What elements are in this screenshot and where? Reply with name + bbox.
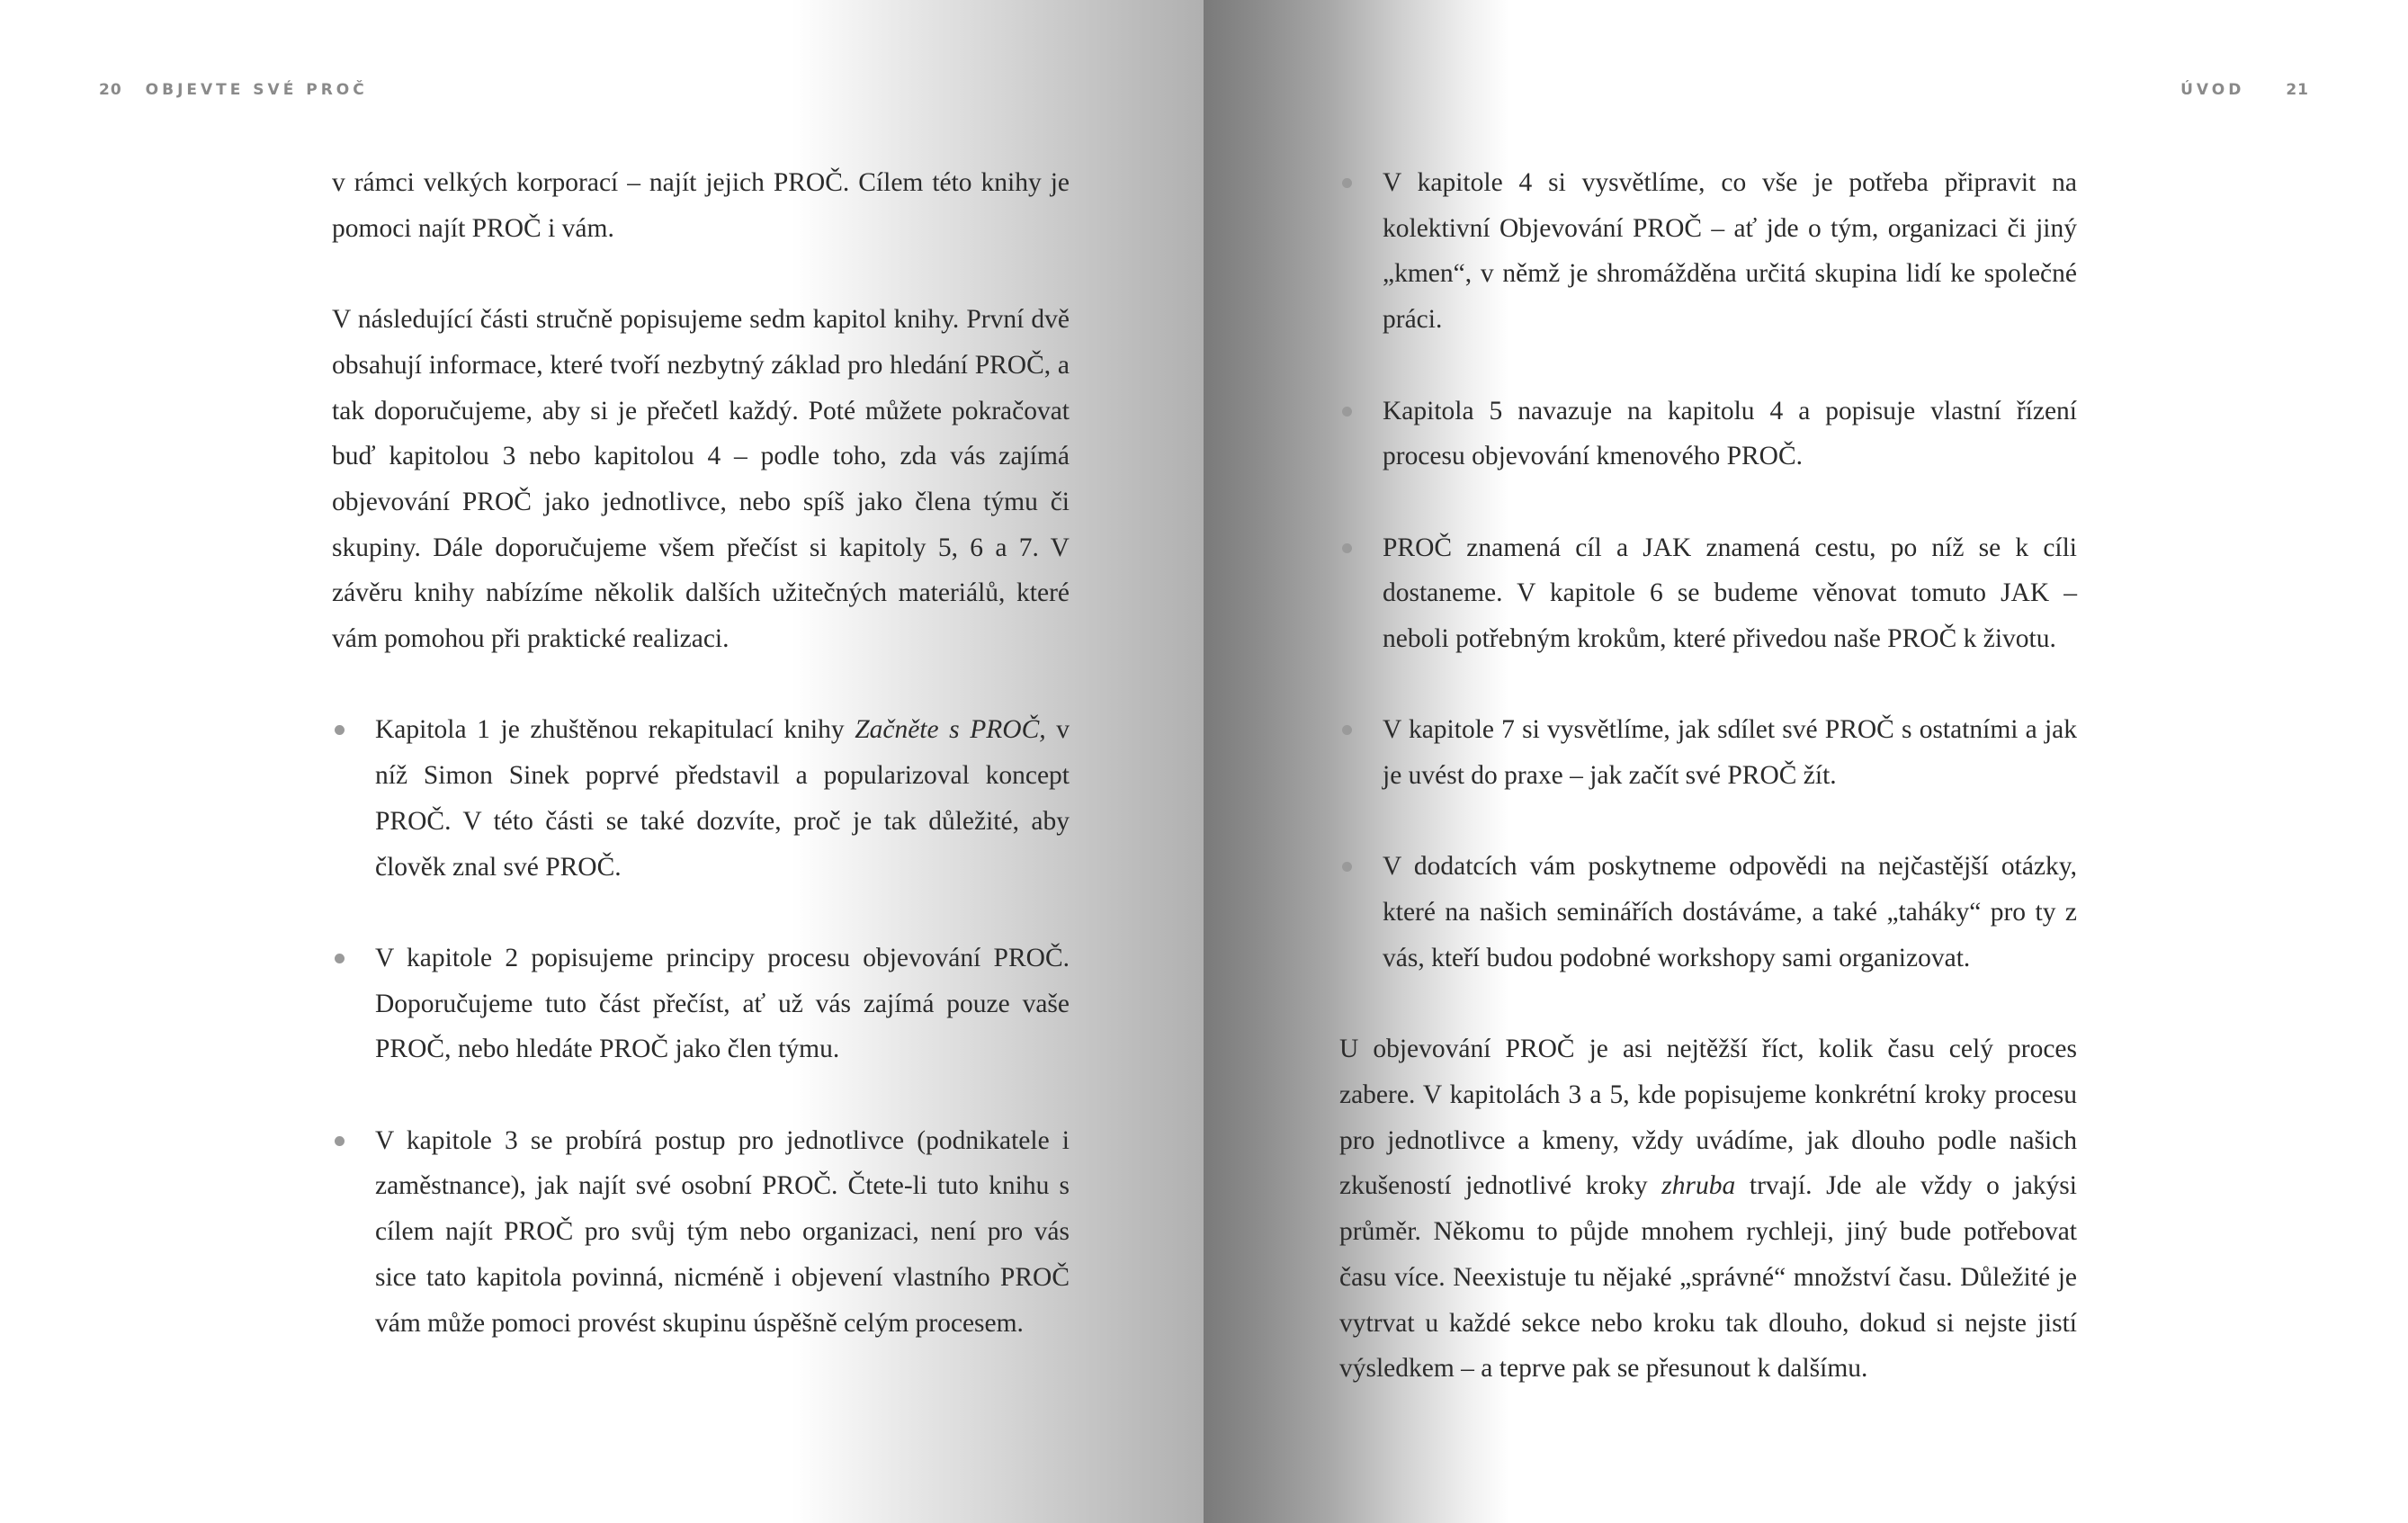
running-head-title-left: OBJEVTE SVÉ PROČ [145, 81, 368, 99]
list-item [332, 707, 1070, 890]
list-item [1339, 389, 2077, 479]
list-item-text: V kapitole 3 se probírá postup pro jednotlivce (podnikatele i zaměstnance), jak najít své osobní PROČ. Čtete-li tuto knihu s cílem najít PROČ pro svůj tým nebo organizaci, není pro vás sice tato kapitola povinná, nicméně i objevení vlastního PROČ vám může pomoci provést skupinu úspěšně celým procesem. [375, 1125, 1070, 1338]
left-running-head [99, 81, 368, 99]
paragraph: V následující části stručně popisujeme sedm kapitol knihy. První dvě obsahují informace, které tvoří nezbytný základ pro hledání PROČ, a tak doporučujeme, aby si je přečetl každý. Poté můžete pokračovat buď kapitolou 3 nebo kapitolou 4 – podle toho, zda vás zajímá objevování PROČ jako jednotlivce, nebo spíš jako člena týmu či skupiny. Dále doporučujeme všem přečíst si kapitoly 5, 6 a 7. V závěru knihy nabízíme několik dalších užitečných materiálů, které vám pomohou při praktické realizaci. [332, 305, 1070, 654]
list-item-text: v níž Simon Sinek poprvé představil a popularizoval koncept PROČ. V této části se také dozvíte, proč je tak důležité, aby člověk znal své PROČ. [375, 715, 1070, 882]
bullet-icon [1342, 862, 1352, 872]
list-item-text: V dodatcích vám poskytneme odpovědi na nejčastější otázky, které na našich seminářích dostáváme, a také „taháky“ pro ty z vás, kteří budou podobné workshopy sami organizovat. [1383, 852, 2077, 972]
book-title: Začněte s PROČ, [855, 715, 1046, 745]
list-item [332, 936, 1070, 1072]
paragraph-text: trvají. Jde ale vždy o jakýsi průměr. Někomu to půjde mnohem rychleji, jiný bude potřebovat času více. Neexistuje tu nějaké „správné“ množství času. Důležité je vytrvat u každé sekce nebo kroku tak dlouho, dokud si nejste jistí výsledkem – a teprve pak se přesunout k dalšímu. [1339, 1171, 2077, 1384]
paragraph: v rámci velkých korporací – najít jejich PROČ. Cílem této knihy je pomoci najít PROČ i vám. [332, 168, 1070, 243]
page-number-right: 21 [2286, 81, 2309, 99]
list-item-text: V kapitole 7 si vysvětlíme, jak sdílet své PROČ s ostatními a jak je uvést do praxe – jak začít své PROČ žít. [1383, 715, 2077, 791]
bullet-icon [335, 1136, 345, 1146]
chapter-list [1339, 160, 2077, 981]
list-item [1339, 707, 2077, 798]
paragraph-text: U objevování PROČ je asi nejtěžší říct, kolik času celý proces zabere. V kapitolách 3 a 5, kde popisujeme konkrétní kroky procesu pro jednotlivce a kmeny, vždy uvádíme, jak dlouho podle našich zkušeností jednotlivé kroky [1339, 1035, 2077, 1201]
bullet-icon [335, 725, 345, 735]
page-number-left: 20 [99, 81, 122, 99]
list-item [1339, 844, 2077, 981]
list-item-text: V kapitole 2 popisujeme principy procesu objevování PROČ. Doporučujeme tuto část přečíst, ať už vás zajímá pouze vaše PROČ, nebo hledáte PROČ jako člen týmu. [375, 943, 1070, 1064]
right-running-head [2180, 81, 2309, 99]
chapter-list [332, 707, 1070, 1346]
list-item-text: V kapitole 4 si vysvětlíme, co vše je potřeba připravit na kolektivní Objevování PROČ – ať jde o tým, organizaci či jiný „kmen“, v němž je shromážděna určitá skupina lidí ke společné práci. [1383, 168, 2077, 335]
list-item [1339, 160, 2077, 343]
bullet-icon [1342, 725, 1352, 735]
left-text-column [332, 160, 1070, 1346]
bullet-icon [335, 954, 345, 963]
right-text-column [1339, 160, 2077, 1392]
closing-paragraph [1339, 1026, 2077, 1392]
emphasis: zhruba [1661, 1171, 1736, 1201]
bullet-icon [1342, 178, 1352, 188]
bullet-icon [1342, 407, 1352, 417]
list-item [1339, 525, 2077, 662]
list-item [332, 1118, 1070, 1347]
running-head-title-right: ÚVOD [2180, 81, 2245, 99]
list-item-text: Kapitola 1 je zhuštěnou rekapitulací knihy [375, 715, 855, 745]
bullet-icon [1342, 543, 1352, 553]
list-item-text: Kapitola 5 navazuje na kapitolu 4 a popisuje vlastní řízení procesu objevování kmenového PROČ. [1383, 396, 2077, 471]
list-item-text: PROČ znamená cíl a JAK znamená cestu, po níž se k cíli dostaneme. V kapitole 6 se budeme věnovat tomuto JAK – neboli potřebným krokům, které přivedou naše PROČ k životu. [1383, 533, 2077, 653]
